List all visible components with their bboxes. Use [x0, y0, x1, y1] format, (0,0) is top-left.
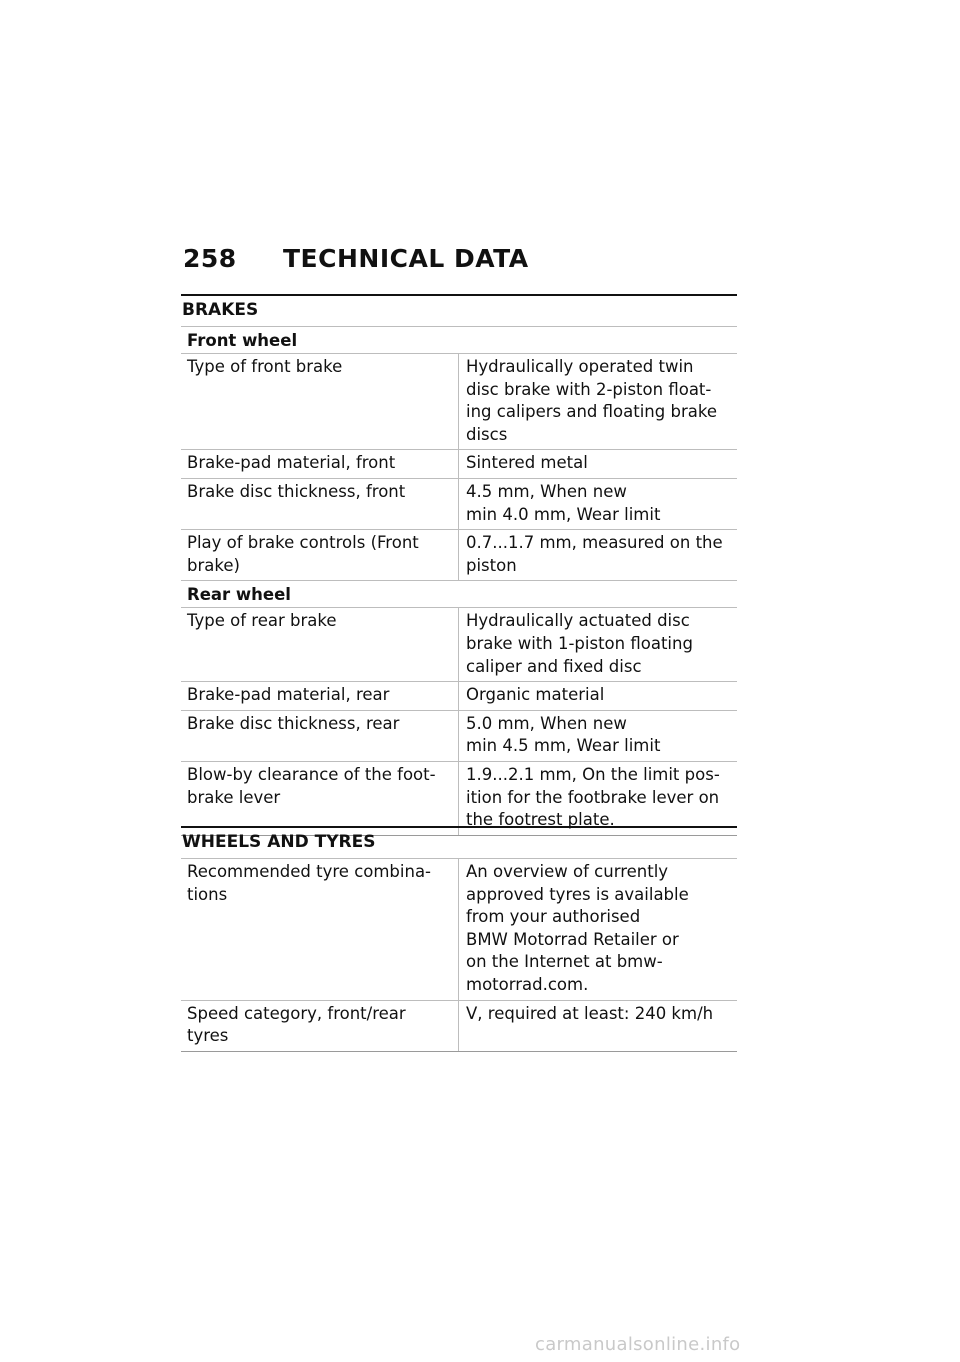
spec-value-line: motorrad.com.	[466, 974, 589, 994]
spec-value	[459, 762, 737, 835]
spec-value-line: approved tyres is available	[466, 884, 689, 904]
table-row	[181, 761, 737, 836]
spec-label-line: Blow-by clearance of the foot-	[187, 764, 436, 784]
spec-label-line: Speed category, front/rear	[187, 1003, 406, 1023]
spec-value	[459, 711, 737, 761]
spec-label	[181, 530, 459, 580]
spec-label	[181, 1001, 459, 1051]
spec-label-line: tions	[187, 884, 228, 904]
spec-label	[181, 762, 459, 835]
spec-value	[459, 859, 737, 1000]
spec-value-line: from your authorised	[466, 907, 641, 927]
spec-value-line: min 4.0 mm, Wear limit	[466, 504, 661, 524]
spec-label	[181, 354, 459, 449]
spec-value-line: caliper and fixed disc	[466, 656, 642, 676]
table-row	[181, 1000, 737, 1052]
spec-value	[459, 608, 737, 681]
page-number: 258	[183, 244, 237, 273]
spec-label	[181, 479, 459, 529]
table-row	[181, 353, 737, 449]
spec-value-line: BMW Motorrad Retailer or	[466, 929, 679, 949]
spec-value-line: Organic material	[466, 685, 605, 705]
table-row	[181, 478, 737, 529]
spec-value-line: V, required at least: 240 km/h	[466, 1003, 714, 1023]
spec-label	[181, 682, 459, 710]
spec-value-line: on the Internet at bmw-	[466, 952, 663, 972]
spec-value-line: 4.5 mm, When new	[466, 481, 627, 501]
spec-label-line: Recommended tyre combina-	[187, 862, 432, 881]
wheels-section	[181, 826, 737, 1052]
table-row	[181, 607, 737, 681]
spec-value-line: Hydraulically operated twin	[466, 357, 694, 376]
table-row	[181, 529, 737, 580]
spec-label-line: Play of brake controls (Front	[187, 533, 419, 553]
table-row	[181, 449, 737, 478]
table-row	[181, 710, 737, 761]
front-wheel-table	[181, 353, 737, 580]
spec-value-line: 5.0 mm, When new	[466, 713, 627, 733]
spec-value-line: the footrest plate.	[466, 810, 615, 830]
spec-value	[459, 479, 737, 529]
spec-label	[181, 859, 459, 1000]
section-title-wheels: WHEELS AND TYRES	[181, 826, 737, 858]
spec-label-line: brake)	[187, 555, 240, 575]
spec-label-line: Brake-pad material, front	[187, 453, 396, 473]
spec-value-line: 1.9...2.1 mm, On the limit pos-	[466, 764, 720, 784]
spec-label	[181, 450, 459, 478]
table-row	[181, 858, 737, 1000]
section-title-brakes: BRAKES	[181, 294, 737, 326]
subsection-title-rear-wheel: Rear wheel	[181, 580, 737, 607]
brakes-section	[181, 294, 737, 836]
spec-label-line: Brake-pad material, rear	[187, 685, 390, 705]
spec-value	[459, 1001, 737, 1051]
spec-value-line: min 4.5 mm, Wear limit	[466, 736, 661, 756]
spec-value-line: 0.7...1.7 mm, measured on the	[466, 533, 723, 553]
spec-value	[459, 682, 737, 710]
spec-value-line: disc brake with 2-piston float-	[466, 379, 712, 399]
wheels-table	[181, 858, 737, 1052]
page-header	[183, 244, 529, 273]
spec-label	[181, 711, 459, 761]
spec-value-line: ition for the footbrake lever on	[466, 787, 720, 807]
spec-value-line: Sintered metal	[466, 453, 588, 473]
spec-value-line: piston	[466, 555, 517, 575]
table-row	[181, 681, 737, 710]
watermark: carmanualsonline.info	[535, 1334, 741, 1355]
spec-value	[459, 450, 737, 478]
spec-label-line: Type of front brake	[187, 357, 343, 376]
chapter-title: TECHNICAL DATA	[283, 244, 529, 273]
spec-value-line: brake with 1-piston floating	[466, 633, 693, 653]
spec-value-line: discs	[466, 424, 508, 444]
spec-label	[181, 608, 459, 681]
spec-label-line: Type of rear brake	[187, 611, 337, 631]
spec-label-line: Brake disc thickness, front	[187, 481, 406, 501]
spec-label-line: brake lever	[187, 787, 281, 807]
spec-label-line: Brake disc thickness, rear	[187, 713, 400, 733]
rear-wheel-table	[181, 607, 737, 835]
subsection-title-front-wheel: Front wheel	[181, 326, 737, 353]
spec-value	[459, 354, 737, 449]
spec-value	[459, 530, 737, 580]
spec-value-line: ing calipers and floating brake	[466, 402, 717, 422]
spec-value-line: An overview of currently	[466, 862, 669, 881]
spec-label-line: tyres	[187, 1026, 229, 1046]
spec-value-line: Hydraulically actuated disc	[466, 611, 690, 631]
